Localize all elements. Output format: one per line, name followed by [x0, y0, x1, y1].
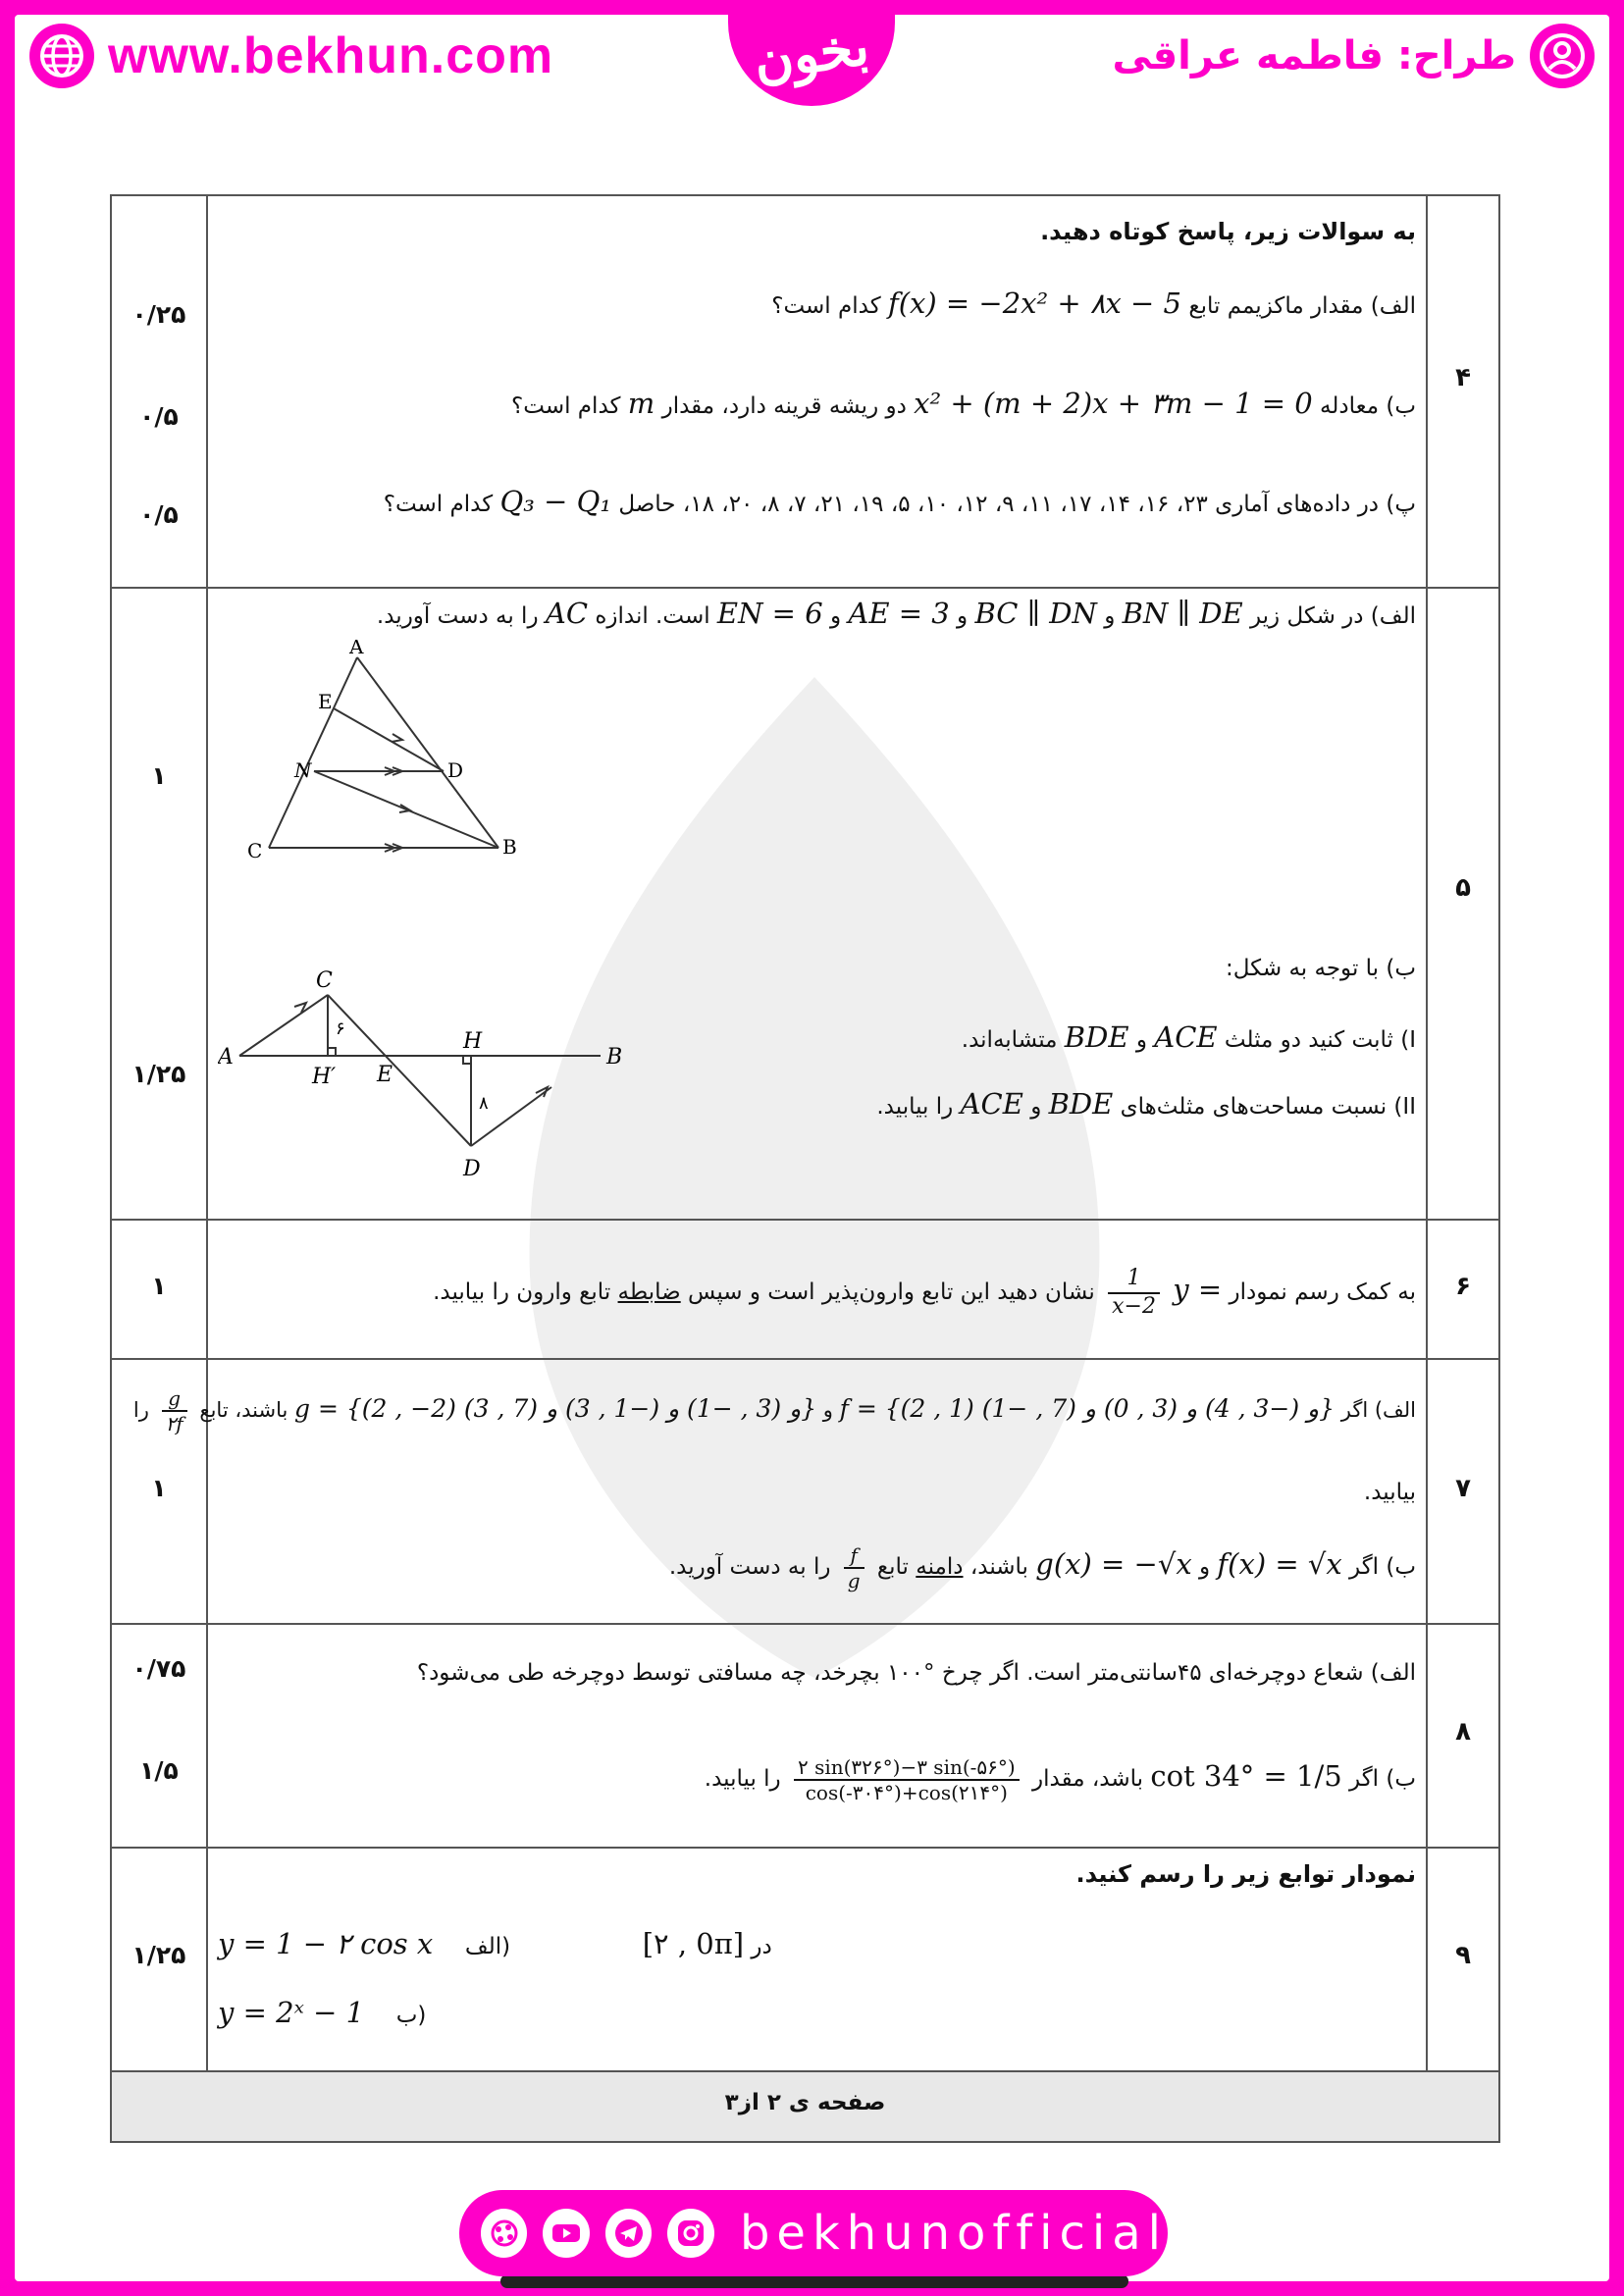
- question-number: ۹: [1455, 1941, 1471, 1970]
- question-number-cell: [1426, 1625, 1498, 1847]
- math: [0 , ۲π]: [642, 1927, 745, 1960]
- score-value: ۱: [151, 1474, 167, 1502]
- math: cot 34° = 1/5: [1150, 1759, 1342, 1793]
- website-url: www.bekhun.com: [108, 27, 554, 84]
- question-number: ۵: [1455, 873, 1471, 903]
- text: را به دست آورید.: [376, 603, 539, 629]
- fig2-label-b: B: [606, 1045, 623, 1070]
- question-content: [208, 589, 1426, 1219]
- score-cell: [112, 589, 208, 1219]
- fraction: [162, 1386, 187, 1435]
- text: تابع: [876, 1554, 909, 1580]
- math: Q₃ − Q₁: [499, 485, 612, 518]
- question-number-cell: [1426, 1360, 1498, 1623]
- designer-name: طراح: فاطمه عراقی: [1112, 33, 1516, 78]
- text: تابع وارون را بیابید.: [433, 1279, 611, 1305]
- score-value: ۱/۵: [139, 1756, 179, 1785]
- math: BDE: [1064, 1020, 1129, 1054]
- text: و: [1104, 603, 1116, 629]
- text: الف) مقدار ماکزیمم تابع: [1188, 293, 1416, 319]
- question-row-8: [112, 1625, 1498, 1849]
- text: II) نسبت مساحت‌های مثلث‌های: [1120, 1094, 1416, 1120]
- question-part-a: [218, 1927, 772, 1960]
- telegram-icon[interactable]: [605, 2209, 652, 2258]
- question-number-cell: [1426, 1221, 1498, 1358]
- exam-table: [110, 194, 1500, 2143]
- numerator: ۲ sin(۳۲۶°)−۳ sin(-۵۶°): [794, 1755, 1020, 1781]
- math: BC ∥ DN: [974, 597, 1097, 630]
- numerator: f: [844, 1543, 864, 1569]
- user-icon: [1530, 24, 1595, 88]
- question-part-b1: [962, 1020, 1416, 1054]
- fig2-label-h: H: [463, 1029, 483, 1054]
- score-cell: [112, 1625, 208, 1847]
- question-part-a: [133, 1374, 1416, 1445]
- question-row-7: [112, 1360, 1498, 1625]
- question-row-9: [112, 1849, 1498, 2072]
- score-value: ۰/۵: [139, 402, 179, 431]
- math: y = 1 − ۲ cos x: [218, 1927, 434, 1960]
- score-cell: [112, 1221, 208, 1358]
- math: m: [627, 387, 655, 420]
- fig1-label-b: B: [502, 835, 517, 859]
- denominator: ۲f: [165, 1412, 183, 1435]
- question-number-cell: [1426, 196, 1498, 587]
- math: y = 2ˣ − 1: [218, 1996, 365, 2029]
- youtube-icon[interactable]: [543, 2209, 589, 2258]
- score-value: ۰/۵: [139, 500, 179, 529]
- globe-icon: [29, 24, 94, 88]
- text: به کمک رسم نمودار: [1229, 1279, 1416, 1305]
- fig2-label-c: C: [316, 968, 333, 993]
- fig2-label-a: A: [218, 1045, 234, 1070]
- fig2-length-eight: ۸: [479, 1093, 489, 1114]
- math: EN = 6: [716, 597, 823, 630]
- math: ACE: [960, 1087, 1023, 1121]
- math: g(x) = −√x: [1035, 1547, 1192, 1581]
- header: [0, 0, 1624, 108]
- text: و: [1135, 1027, 1147, 1053]
- text: الف) اگر: [1340, 1398, 1416, 1422]
- fig1-label-c: C: [247, 839, 263, 862]
- score-cell: [112, 196, 208, 587]
- text: را: [132, 1398, 149, 1422]
- text: باشند، تابع: [199, 1398, 288, 1422]
- question-row-6: [112, 1221, 1498, 1360]
- numerator: g: [162, 1386, 187, 1412]
- aparat-icon[interactable]: [481, 2209, 527, 2258]
- score-value: ۰/۲۵: [131, 300, 186, 329]
- text: کدام است؟: [511, 393, 621, 419]
- social-bar[interactable]: [459, 2190, 1168, 2276]
- question-part-a: الف) شعاع دوچرخه‌ای ۴۵سانتی‌متر است. اگر چرخ °۱۰۰ بچرخد، چه مسافتی توسط دوچرخه طی می‌شود؟: [416, 1660, 1416, 1686]
- social-bar-shadow: [500, 2274, 1128, 2288]
- question-text: [433, 1250, 1416, 1331]
- math: f(x) = √x: [1217, 1547, 1342, 1581]
- fig2-label-h-prime: H′: [312, 1065, 337, 1089]
- math: x² + (m + 2)x + ۳m − 1 = 0: [914, 387, 1313, 420]
- text: باشند،: [969, 1554, 1028, 1580]
- question-content: [208, 1221, 1426, 1358]
- question-part-b: [669, 1529, 1416, 1602]
- score-value: ۱/۲۵: [131, 1941, 186, 1969]
- math: y =: [1173, 1273, 1223, 1306]
- text: ب) معادله: [1320, 393, 1416, 419]
- question-part-b: [511, 387, 1416, 420]
- question-part-a-line2: بیابید.: [1363, 1480, 1416, 1505]
- text: است. اندازه: [595, 603, 710, 629]
- instagram-icon[interactable]: [667, 2209, 713, 2258]
- text: در: [751, 1934, 772, 1959]
- question-part-b-intro: ب) با توجه به شکل:: [1226, 956, 1416, 981]
- text: کدام است؟: [383, 492, 494, 517]
- social-handle: bekhunofficial: [739, 2206, 1168, 2261]
- denominator: x−2: [1112, 1293, 1156, 1319]
- score-value: ۰/۷۵: [131, 1654, 186, 1683]
- fraction: [1108, 1266, 1160, 1320]
- denominator: g: [847, 1568, 861, 1592]
- logo-text: بخون: [750, 14, 873, 92]
- question-number-cell: [1426, 589, 1498, 1219]
- question-number: ۴: [1455, 363, 1471, 392]
- fig1-label-a: A: [349, 640, 364, 658]
- question-part-a: [771, 287, 1416, 320]
- text: و: [829, 603, 842, 629]
- question-part-b2: [876, 1087, 1416, 1121]
- text: را بیابید.: [704, 1766, 781, 1792]
- text: و: [1199, 1554, 1211, 1580]
- text: دو ریشه قرینه دارد، مقدار: [661, 393, 907, 419]
- text: را به دست آورید.: [668, 1554, 831, 1580]
- text-underlined: ضابطه: [617, 1279, 681, 1305]
- score-value: ۱/۲۵: [131, 1060, 186, 1088]
- text: ب): [395, 2003, 427, 2028]
- fig1-label-e: E: [318, 690, 333, 713]
- text: پ) در داده‌های آماری ۲۳، ۱۶، ۱۴، ۱۷، ۱۱، ۹، ۱۲، ۱۰، ۵، ۱۹، ۲۱، ۷، ۸، ۲۰، ۱۸، حاصل: [618, 492, 1416, 517]
- text: کدام است؟: [771, 293, 881, 319]
- bekhun-logo[interactable]: [728, 0, 895, 106]
- fig2-length-six: ۶: [336, 1018, 345, 1039]
- question-intro: نمودار توابع زیر را رسم کنید.: [1075, 1860, 1416, 1888]
- math: g = {(2 , −2) و (3 , −1) و (−1 , 3) و (7 , 3)}: [294, 1394, 817, 1423]
- text-underlined: دامنه: [916, 1554, 964, 1580]
- question-part-b: [218, 1996, 426, 2029]
- text: I) ثابت کنید دو مثلث: [1224, 1027, 1416, 1053]
- question-number: ۷: [1455, 1474, 1471, 1503]
- fig2-label-e: E: [377, 1063, 393, 1087]
- math: AC: [545, 597, 589, 630]
- math: AE = 3: [848, 597, 950, 630]
- question-content: [132, 1360, 1426, 1623]
- page-footer-row: [112, 2072, 1498, 2141]
- text: نشان دهید این تابع وارون‌پذیر است و سپس: [688, 1279, 1095, 1305]
- text: ب) اگر: [1349, 1554, 1416, 1580]
- question-part-c: [384, 485, 1416, 518]
- text: باشد، مقدار: [1032, 1766, 1144, 1792]
- math: f = {(2 , 1) و (−3 , 4) و (3 , 0) و (7 , −1)}: [839, 1394, 1336, 1423]
- question-number-cell: [1426, 1849, 1498, 2070]
- triangle-figure-1: [228, 640, 640, 895]
- text: متشابه‌اند.: [961, 1027, 1058, 1053]
- math: ACE: [1154, 1020, 1218, 1054]
- denominator: cos(-۳۰۴°)+cos(۲۱۴°): [805, 1780, 1008, 1804]
- fraction: [844, 1543, 864, 1592]
- text: و: [822, 1398, 833, 1422]
- page-number: صفحه ی ۲ از۳: [724, 2090, 886, 2115]
- fig2-label-d: D: [463, 1157, 481, 1181]
- math: BDE: [1048, 1087, 1114, 1121]
- designer-credit: [1113, 22, 1595, 90]
- text: را بیابید.: [876, 1094, 954, 1120]
- math: f(x) = −2x² + ۸x − 5: [887, 287, 1182, 320]
- triangle-figure-2: [218, 950, 748, 1205]
- fig1-label-n: N: [294, 758, 312, 782]
- question-part-b: [705, 1731, 1416, 1824]
- question-content: [208, 196, 1426, 587]
- text: و: [957, 603, 969, 629]
- question-intro: به سوالات زیر، پاسخ کوتاه دهید.: [1040, 218, 1416, 245]
- website-link[interactable]: [29, 22, 553, 90]
- question-number: ۸: [1455, 1717, 1471, 1747]
- question-row-4: [112, 196, 1498, 589]
- question-number: ۶: [1455, 1272, 1471, 1301]
- question-content: [208, 1625, 1426, 1847]
- question-content: [208, 1849, 1426, 2070]
- text: ب) اگر: [1349, 1766, 1416, 1792]
- score-value: ۱: [151, 1272, 167, 1300]
- score-cell: [112, 1849, 208, 2070]
- text: و: [1030, 1094, 1042, 1120]
- fraction: [794, 1755, 1020, 1804]
- text: الف): [464, 1934, 511, 1959]
- question-row-5: [112, 589, 1498, 1221]
- fig1-label-d: D: [447, 758, 464, 782]
- numerator: 1: [1108, 1266, 1160, 1293]
- text: الف) در شکل زیر: [1249, 603, 1416, 629]
- math: BN ∥ DE: [1122, 597, 1243, 630]
- score-value: ۱: [151, 761, 167, 790]
- question-part-a: [377, 597, 1416, 630]
